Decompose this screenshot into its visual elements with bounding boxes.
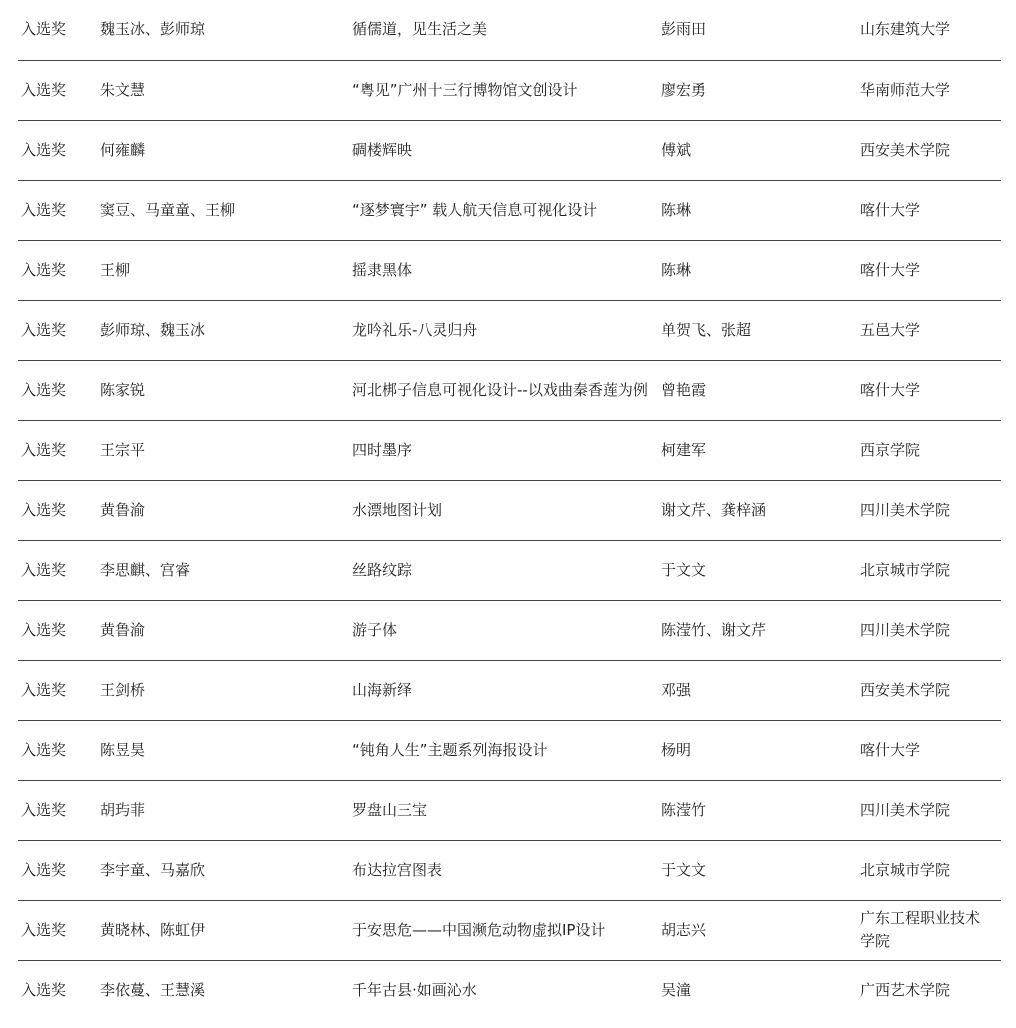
- table-row: [18, 360, 1001, 420]
- school-cell: 喀什大学: [857, 720, 1001, 780]
- work-title-cell: 千年古县·如画沁水: [352, 980, 477, 999]
- advisor-cell: 于文文: [658, 840, 857, 900]
- work-title-cell: 碉楼辉映: [349, 120, 658, 180]
- table-row: [18, 900, 1001, 960]
- table-row: [18, 540, 1001, 600]
- school-cell: 喀什大学: [857, 360, 1001, 420]
- school-cell: 西安美术学院: [857, 120, 1001, 180]
- work-title-cell: 河北梆子信息可视化设计--以戏曲秦香莲为例: [349, 360, 658, 420]
- school-cell: 喀什大学: [857, 240, 1001, 300]
- authors-cell: 王宗平: [97, 420, 349, 480]
- authors-cell: 王剑桥: [97, 660, 349, 720]
- authors-cell: 何雍麟: [97, 120, 349, 180]
- school-cell: 北京城市学院: [857, 840, 1001, 900]
- school-cell: 四川美术学院: [857, 480, 1001, 540]
- authors-cell: 王柳: [97, 240, 349, 300]
- work-title-cell: 罗盘山三宝: [349, 780, 658, 840]
- school-cell: 北京城市学院: [857, 540, 1001, 600]
- work-title-cell: “粤见”广州十三行博物馆文创设计: [349, 60, 658, 120]
- award-cell: 入选奖: [18, 660, 97, 720]
- authors-cell: 胡玙菲: [97, 780, 349, 840]
- work-title-cell: 于安思危——中国濒危动物虚拟IP设计: [349, 900, 658, 960]
- work-title-cell: 四时墨序: [349, 420, 658, 480]
- table-row: [18, 660, 1001, 720]
- advisor-cell: 彭雨田: [658, 0, 857, 60]
- award-cell: 入选奖: [18, 120, 97, 180]
- award-cell: 入选奖: [18, 780, 97, 840]
- work-title-cell: 循儒道，见生活之美: [349, 0, 658, 60]
- awards-table: [18, 0, 1001, 1020]
- award-cell: 入选奖: [18, 60, 97, 120]
- authors-cell: 黄晓林、陈虹伊: [97, 900, 349, 960]
- authors-cell: 黄鲁渝: [97, 480, 349, 540]
- award-cell: 入选奖: [18, 600, 97, 660]
- award-cell: 入选奖: [18, 360, 97, 420]
- table-row: [18, 840, 1001, 900]
- work-title-cell: 龙吟礼乐-八灵归舟: [349, 300, 658, 360]
- advisor-cell: 单贺飞、张超: [658, 300, 857, 360]
- work-title-cell: 水漂地图计划: [349, 480, 658, 540]
- school-cell: 广东工程职业技术学院: [857, 900, 1001, 960]
- authors-cell: 窦豆、马童童、王柳: [97, 180, 349, 240]
- work-title-cell: 山海新绎: [349, 660, 658, 720]
- work-title-cell: “逐梦寰宇” 载人航天信息可视化设计: [349, 180, 658, 240]
- school-cell: 四川美术学院: [857, 780, 1001, 840]
- work-title-cell: 布达拉宫图表: [349, 840, 658, 900]
- advisor-cell: 陈滢竹、谢文芹: [658, 600, 857, 660]
- table-row: [18, 420, 1001, 480]
- award-cell: 入选奖: [18, 840, 97, 900]
- school-cell: 广西艺术学院: [860, 980, 951, 999]
- work-title-cell: 游子体: [349, 600, 658, 660]
- advisor-cell: 柯建军: [658, 420, 857, 480]
- authors-cell: 黄鲁渝: [97, 600, 349, 660]
- table-row: [18, 600, 1001, 660]
- advisor-cell: 邓强: [658, 660, 857, 720]
- advisor-cell: 于文文: [658, 540, 857, 600]
- school-cell: 喀什大学: [857, 180, 1001, 240]
- authors-cell: 李思麒、宫睿: [97, 540, 349, 600]
- award-cell: 入选奖: [18, 180, 97, 240]
- table-row: [18, 300, 1001, 360]
- award-cell: 入选奖: [18, 240, 97, 300]
- school-cell: 华南师范大学: [857, 60, 1001, 120]
- award-cell: 入选奖: [18, 900, 97, 960]
- advisor-cell: 曾艳霞: [658, 360, 857, 420]
- authors-cell: 李依蔓、王慧溪: [100, 980, 206, 999]
- advisor-cell: 谢文芹、龚梓涵: [658, 480, 857, 540]
- advisor-cell: 陈滢竹: [658, 780, 857, 840]
- table-row: [18, 180, 1001, 240]
- school-cell: 西京学院: [857, 420, 1001, 480]
- work-title-cell: “钝角人生”主题系列海报设计: [349, 720, 658, 780]
- authors-cell: 朱文慧: [97, 60, 349, 120]
- award-cell: 入选奖: [18, 0, 97, 60]
- award-cell: 入选奖: [18, 300, 97, 360]
- table-row: [18, 960, 1001, 1020]
- table-row: [18, 780, 1001, 840]
- advisor-cell: 傅斌: [658, 120, 857, 180]
- table-row: [18, 240, 1001, 300]
- award-cell: 入选奖: [21, 980, 67, 999]
- table-row: [18, 60, 1001, 120]
- advisor-cell: 廖宏勇: [658, 60, 857, 120]
- award-cell: 入选奖: [18, 540, 97, 600]
- advisor-cell: 杨明: [658, 720, 857, 780]
- authors-cell: 彭师琼、魏玉冰: [97, 300, 349, 360]
- authors-cell: 陈家锐: [97, 360, 349, 420]
- awards-table-body: [18, 0, 1001, 1020]
- table-row: [18, 480, 1001, 540]
- authors-cell: 李宇童、马嘉欣: [97, 840, 349, 900]
- school-cell: 西安美术学院: [857, 660, 1001, 720]
- advisor-cell: 陈琳: [658, 180, 857, 240]
- advisor-cell: 陈琳: [658, 240, 857, 300]
- authors-cell: 陈昱昊: [97, 720, 349, 780]
- award-cell: 入选奖: [18, 420, 97, 480]
- table-row: [18, 0, 1001, 60]
- school-cell: 五邑大学: [857, 300, 1001, 360]
- school-cell: 山东建筑大学: [857, 0, 1001, 60]
- work-title-cell: 丝路纹踪: [349, 540, 658, 600]
- award-cell: 入选奖: [18, 720, 97, 780]
- advisor-cell: 胡志兴: [658, 900, 857, 960]
- table-row: [18, 120, 1001, 180]
- award-cell: 入选奖: [18, 480, 97, 540]
- advisor-cell: 吴潼: [661, 980, 692, 999]
- table-row: [18, 720, 1001, 780]
- school-cell: 四川美术学院: [857, 600, 1001, 660]
- work-title-cell: 摇隶黑体: [349, 240, 658, 300]
- authors-cell: 魏玉冰、彭师琼: [97, 0, 349, 60]
